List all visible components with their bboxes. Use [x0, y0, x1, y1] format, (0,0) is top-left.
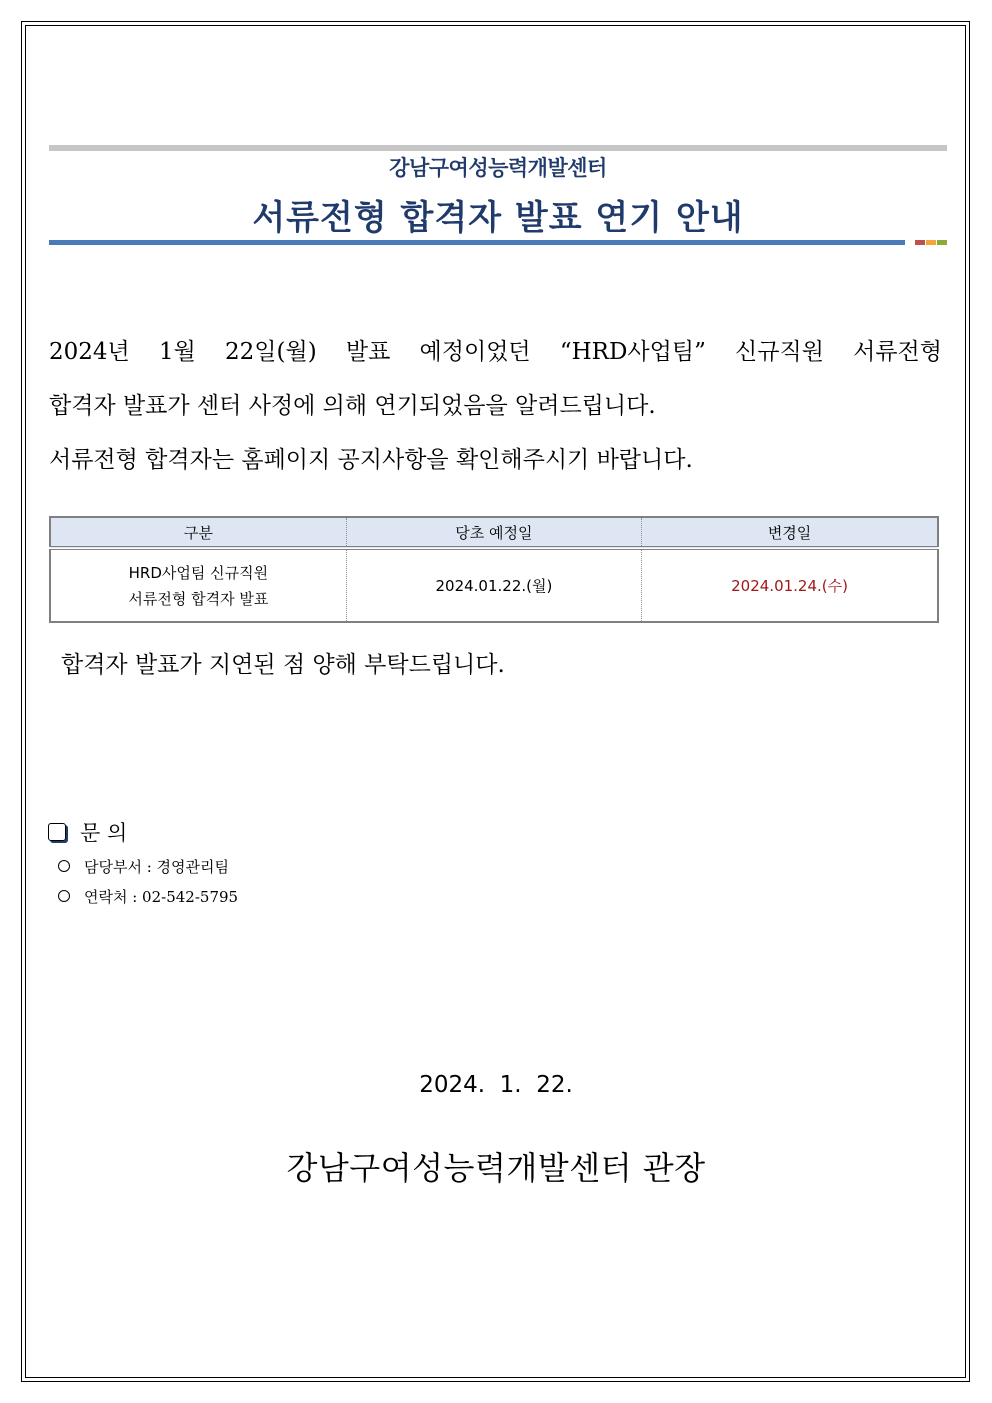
contact-department-text: 담당부서 : 경영관리팀	[84, 857, 230, 876]
circle-bullet-icon	[58, 860, 70, 872]
header-changed-date: 변경일	[642, 517, 938, 548]
table-row	[50, 548, 938, 622]
header-bottom-rule	[49, 240, 905, 245]
accent-block-green	[937, 240, 947, 245]
body-paragraph-3: 서류전형 합격자는 홈페이지 공지사항을 확인해주시기 바랍니다.	[49, 447, 693, 473]
cell-original-date: 2024.01.22.(월)	[346, 548, 641, 622]
accent-block-red	[915, 240, 925, 245]
closing-paragraph: 합격자 발표가 지연된 점 양해 부탁드립니다.	[61, 652, 505, 678]
document-date: 2024. 1. 22.	[419, 1072, 573, 1098]
organization-header: 강남구여성능력개발센터	[389, 156, 607, 180]
checkbox-bullet-icon	[48, 823, 66, 841]
document-signer: 강남구여성능력개발센터 관장	[286, 1149, 706, 1187]
document-title: 서류전형 합격자 발표 연기 안내	[252, 198, 744, 238]
accent-block-orange	[926, 240, 936, 245]
table-header-row	[50, 517, 938, 548]
schedule-table	[49, 516, 939, 623]
header-top-rule	[49, 145, 947, 151]
cell-changed-date: 2024.01.24.(수)	[731, 576, 848, 595]
body-paragraph-2: 합격자 발표가 센터 사정에 의해 연기되었음을 알려드립니다.	[49, 393, 656, 419]
contact-department	[58, 856, 229, 876]
header-original-date: 당초 예정일	[346, 517, 641, 548]
contact-phone-text: 연락처 : 02-542-5795	[84, 887, 239, 906]
body-paragraph-1: 2024년 1월 22일(월) 발표 예정이었던 “HRD사업팀” 신규직원 서류전형	[49, 339, 942, 365]
circle-bullet-icon	[58, 890, 70, 902]
header-category: 구분	[50, 517, 346, 548]
cell-category	[50, 548, 346, 622]
contact-heading	[48, 819, 127, 845]
contact-phone	[58, 886, 238, 906]
category-line-1: HRD사업팀 신규직원	[128, 563, 269, 582]
contact-heading-label: 문 의	[80, 821, 128, 845]
category-line-2: 서류전형 합격자 발표	[128, 589, 269, 608]
